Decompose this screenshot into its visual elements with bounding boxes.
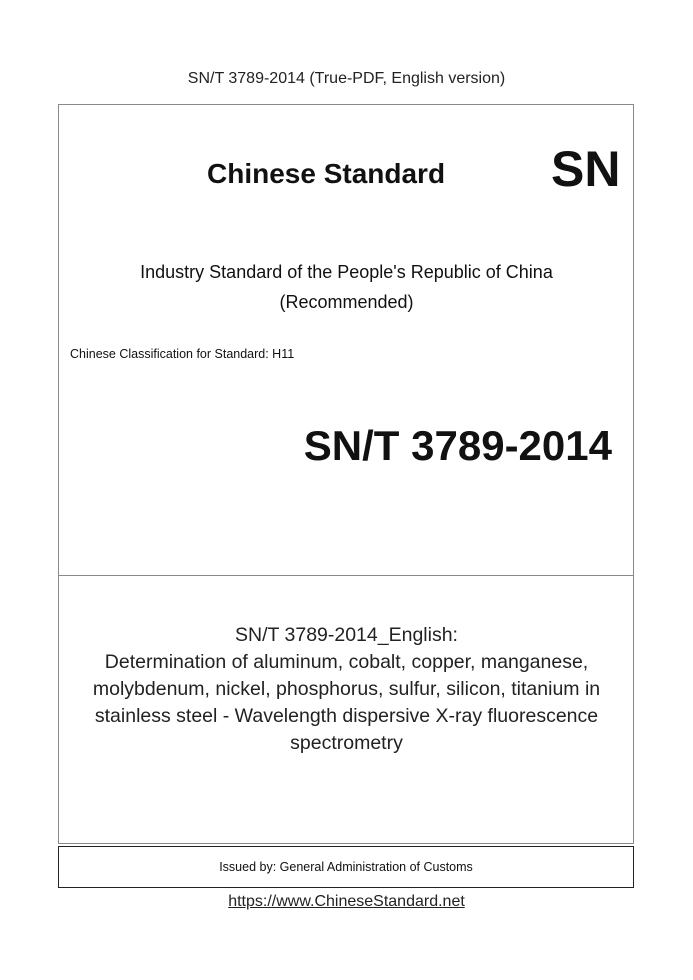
website-link[interactable]: https://www.ChineseStandard.net xyxy=(228,893,465,910)
sn-mark: SN xyxy=(551,141,621,197)
description-line-4: stainless steel - Wavelength dispersive X-ray fluorescence xyxy=(94,705,599,727)
issued-by-box xyxy=(58,846,634,888)
industry-standard-label xyxy=(0,257,693,317)
classification-label: Chinese Classification for Standard: H11 xyxy=(70,347,295,361)
cover-title: Chinese Standard xyxy=(207,158,446,189)
section-divider xyxy=(58,575,634,576)
issued-by-text: Issued by: General Administration of Customs xyxy=(219,860,473,874)
description-line-3: molybdenum, nickel, phosphorus, sulfur, silicon, titanium in xyxy=(92,678,601,700)
description-line-1: SN/T 3789-2014_English: xyxy=(235,624,458,646)
industry-line-2: (Recommended) xyxy=(279,292,414,312)
document-header: SN/T 3789-2014 (True-PDF, English version) xyxy=(187,70,506,87)
description-line-2: Determination of aluminum, cobalt, copper, manganese, xyxy=(104,651,589,673)
standard-code: SN/T 3789-2014 xyxy=(303,422,612,469)
standard-description xyxy=(64,622,629,757)
description-line-5: spectrometry xyxy=(290,732,403,754)
industry-line-1: Industry Standard of the People's Republic of China xyxy=(140,262,553,282)
website-url xyxy=(0,893,693,911)
